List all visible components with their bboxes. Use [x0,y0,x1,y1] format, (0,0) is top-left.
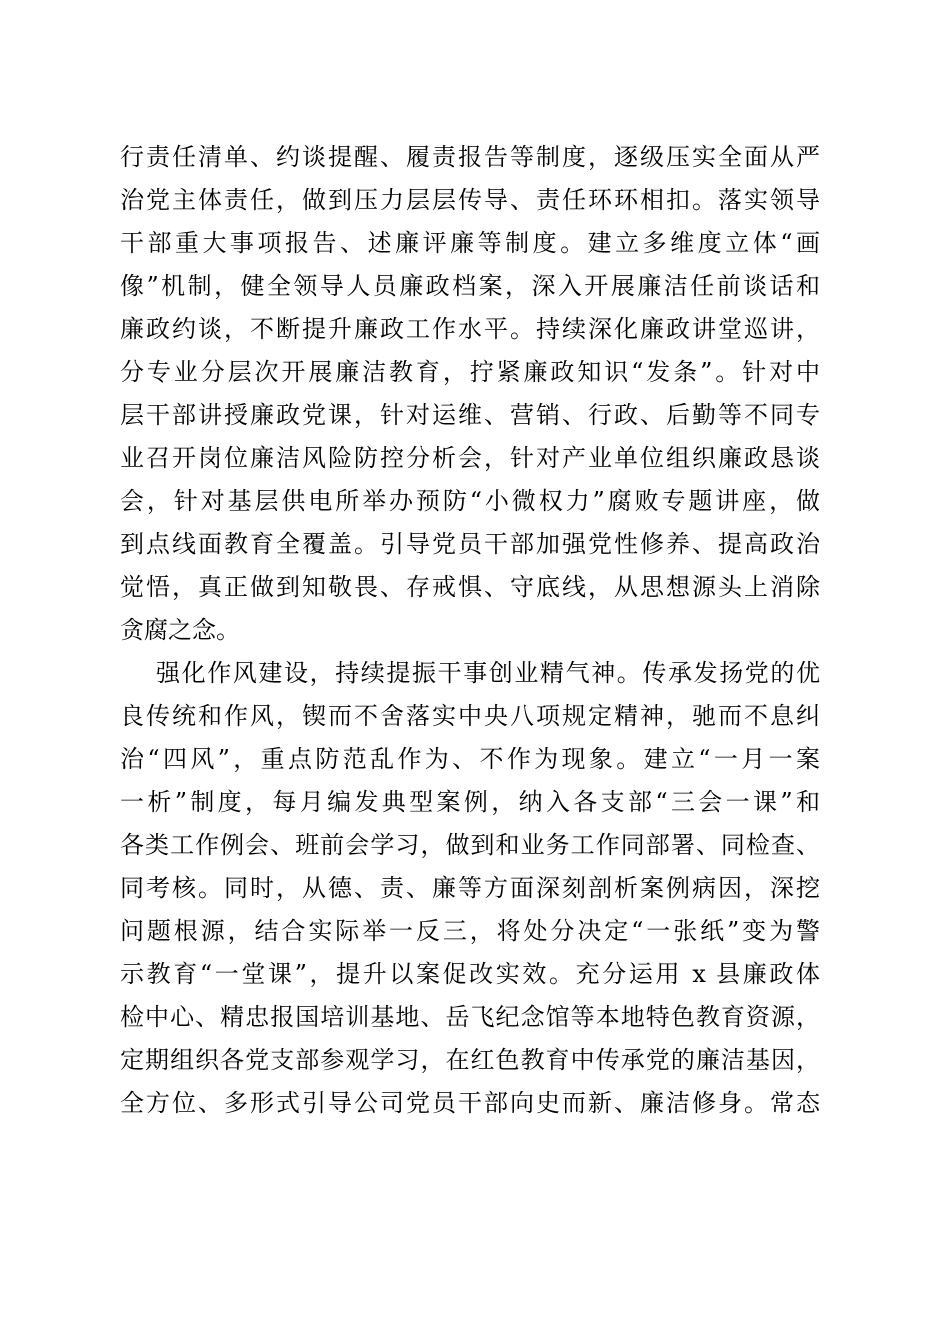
text-line: 干部重大事项报告、述廉评廉等制度。建立多维度立体“画 [120,229,820,257]
text-line: 治“四风”，重点防范乱作为、不作为现象。建立“一月一案 [120,745,820,773]
text-line: 良传统和作风，锲而不舍落实中央八项规定精神，驰而不息纠 [120,702,820,730]
text-line: 业召开岗位廉洁风险防控分析会，针对产业单位组织廉政恳谈 [120,444,820,472]
text-line: 全方位、多形式引导公司党员干部向史而新、廉洁修身。常态 [120,1089,820,1117]
text-line: 层干部讲授廉政党课，针对运维、营销、行政、后勤等不同专 [120,401,820,429]
text-line: 检中心、精忠报国培训基地、岳飞纪念馆等本地特色教育资源， [120,1003,820,1031]
text-line: 到点线面教育全覆盖。引导党员干部加强党性修养、提高政治 [120,530,820,558]
text-line: 问题根源，结合实际举一反三，将处分决定“一张纸”变为警 [120,917,820,945]
text-line: 会，针对基层供电所举办预防“小微权力”腐败专题讲座，做 [120,487,820,515]
paragraph-first-line: 强化作风建设，持续提振干事创业精气神。传承发扬党的优 [156,659,820,687]
text-line: 廉政约谈，不断提升廉政工作水平。持续深化廉政讲堂巡讲， [120,315,820,343]
text-line: 一析”制度，每月编发典型案例，纳入各支部“三会一课”和 [120,788,820,816]
text-line: 觉悟，真正做到知敬畏、存戒惧、守底线，从思想源头上消除 [120,573,820,601]
text-line: 同考核。同时，从德、责、廉等方面深刻剖析案例病因，深挖 [120,874,820,902]
text-line: 行责任清单、约谈提醒、履责报告等制度，逐级压实全面从严 [120,143,820,171]
text-line: 各类工作例会、班前会学习，做到和业务工作同部署、同检查、 [120,831,820,859]
text-line: 贪腐之念。 [120,616,240,644]
text-line: 治党主体责任，做到压力层层传导、责任环环相扣。落实领导 [120,186,820,214]
text-line: 像”机制，健全领导人员廉政档案，深入开展廉洁任前谈话和 [120,272,820,300]
text-line: 示教育“一堂课”，提升以案促改实效。充分运用 x 县廉政体 [120,960,820,988]
text-line: 定期组织各党支部参观学习，在红色教育中传承党的廉洁基因， [120,1046,820,1074]
text-line: 分专业分层次开展廉洁教育，拧紧廉政知识“发条”。针对中 [120,358,820,386]
